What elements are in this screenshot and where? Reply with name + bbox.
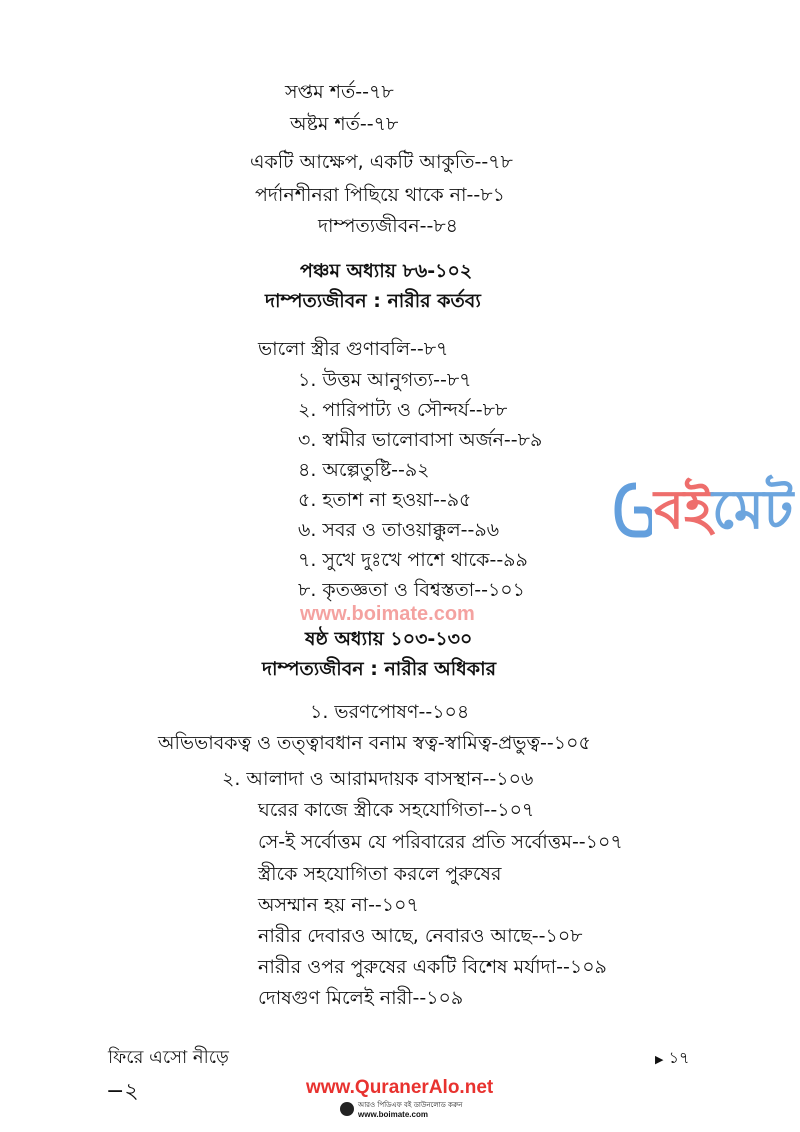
chapter-title: দাম্পত্যজীবন : নারীর কর্তব্য: [265, 290, 481, 312]
quraneralo-link[interactable]: www.QuranerAlo.net: [306, 1077, 494, 1098]
triangle-marker-icon: ▶: [655, 1053, 664, 1066]
toc-entry: ৭. সুখে দুঃখে পাশে থাকে--৯৯: [298, 549, 528, 571]
toc-entry: নারীর দেবারও আছে, নেবারও আছে--১০৮: [258, 925, 583, 947]
toc-entry: ৪. অল্পেতুষ্টি--৯২: [298, 459, 430, 481]
toc-entry: সপ্তম শর্ত--৭৮: [285, 81, 394, 103]
toc-entry: সে-ই সর্বোত্তম যে পরিবারের প্রতি সর্বোত্তম--১০৭: [258, 831, 623, 853]
download-text: আরও পিডিএফ বই ডাউনলোড করুন: [358, 1101, 463, 1109]
toc-entry: অষ্টম শর্ত--৭৮: [290, 113, 399, 135]
toc-entry: স্ত্রীকে সহযোগিতা করলে পুরুষের: [258, 863, 502, 885]
toc-entry: ৬. সবর ও তাওয়াক্কুল--৯৬: [298, 519, 500, 541]
toc-entry: পর্দানশীনরা পিছিয়ে থাকে না--৮১: [255, 184, 505, 206]
toc-entry: দাম্পত্যজীবন--৮৪: [318, 215, 458, 237]
toc-entry: ভালো স্ত্রীর গুণাবলি--৮৭: [258, 338, 449, 360]
chapter-heading: পঞ্চম অধ্যায় ৮৬-১০২: [300, 260, 473, 282]
chapter-title: দাম্পত্যজীবন : নারীর অধিকার: [262, 658, 497, 680]
toc-entry: একটি আক্ষেপ, একটি আকুতি--৭৮: [250, 151, 513, 173]
toc-entry: দোষগুণ মিলেই নারী--১০৯: [258, 987, 464, 1009]
chapter-heading: ষষ্ঠ অধ্যায় ১০৩-১৩০: [305, 628, 473, 650]
download-note: [358, 1101, 462, 1119]
watermark-url: www.boimate.com: [300, 603, 475, 625]
toc-entry: অভিভাবকত্ব ও তত্ত্বাবধান বনাম স্বত্ব-স্বামিত্ব-প্রভুত্ব--১০৫: [158, 732, 591, 754]
toc-entry: ৩. স্বামীর ভালোবাসা অর্জন--৮৯: [298, 429, 543, 451]
toc-entry: ঘরের কাজে স্ত্রীকে সহযোগিতা--১০৭: [258, 799, 535, 821]
toc-entry: অসম্মান হয় না--১০৭: [258, 894, 419, 916]
toc-entry: ২. আলাদা ও আরামদায়ক বাসস্থান--১০৬: [222, 768, 534, 790]
logo-text: বইমেট: [654, 478, 794, 541]
signature-mark: −২: [106, 1079, 139, 1104]
download-badge-icon: [340, 1102, 354, 1116]
boimate-logo-watermark: [612, 478, 800, 542]
page-number: [655, 1046, 689, 1072]
boimate-link[interactable]: www.boimate.com: [358, 1110, 428, 1119]
toc-entry: ৫. হতাশ না হওয়া--৯৫: [298, 489, 472, 511]
page-number-value: ১৭: [668, 1048, 690, 1067]
toc-entry: ১. উত্তম আনুগত্য--৮৭: [298, 369, 472, 391]
toc-entry: ৮. কৃতজ্ঞতা ও বিশ্বস্ততা--১০১: [298, 579, 525, 601]
running-footer-title: ফিরে এসো নীড়ে: [108, 1047, 229, 1068]
toc-entry: ১. ভরণপোষণ--১০৪: [310, 701, 470, 723]
toc-entry: ২. পারিপাট্য ও সৌন্দর্য--৮৮: [298, 399, 508, 421]
toc-entry: নারীর ওপর পুরুষের একটি বিশেষ মর্যাদা--১০৯: [258, 956, 607, 978]
paperclip-logo-icon: [612, 478, 652, 542]
